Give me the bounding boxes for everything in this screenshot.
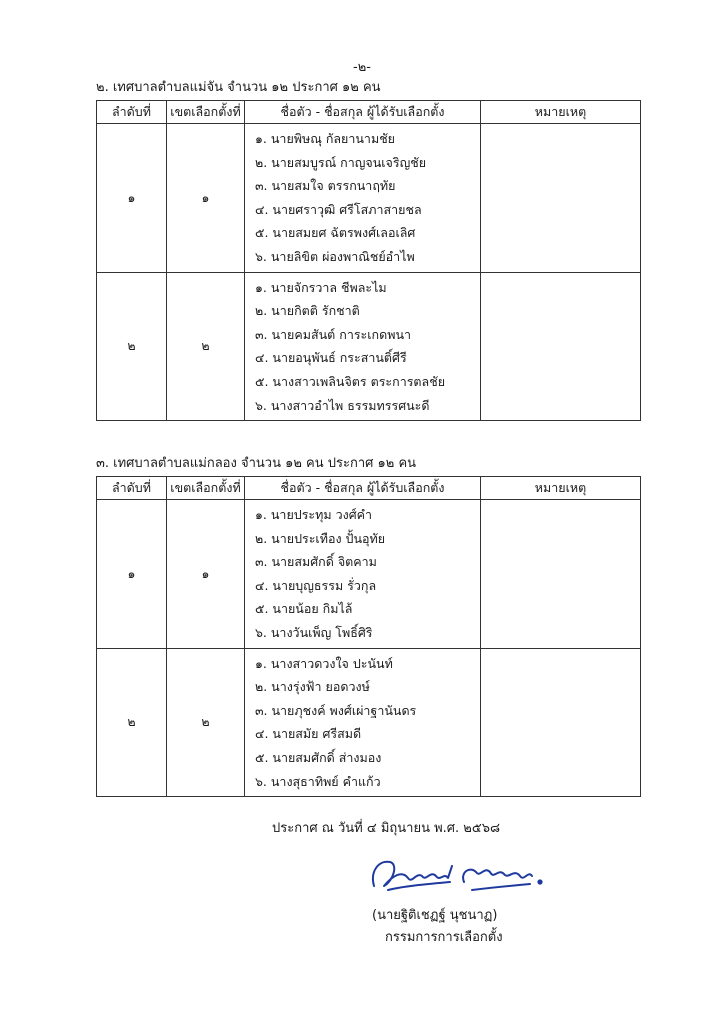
list-item: ๑. นายจักรวาล ชีพละไม xyxy=(255,279,387,295)
header-district: เขตเลือกตั้งที่ xyxy=(167,477,245,500)
rank-cell: ๑ xyxy=(97,500,167,649)
list-item: ๓. นายคมสันต์ การะเกดพนา xyxy=(255,326,412,342)
list-item: ๕. นายสมศักดิ์ ส่างมอง xyxy=(255,749,382,765)
names-cell xyxy=(245,648,481,797)
table-header-row xyxy=(97,101,641,124)
list-item: ๖. นางสุธาทิพย์ คำแก้ว xyxy=(255,773,381,789)
table-row xyxy=(97,124,641,273)
district-cell: ๑ xyxy=(167,124,245,273)
header-remark: หมายเหตุ xyxy=(481,101,641,124)
table-header-row xyxy=(97,477,641,500)
district-cell: ๑ xyxy=(167,500,245,649)
results-table xyxy=(96,476,641,797)
page-number: -๒- xyxy=(353,60,371,75)
section-maeklong xyxy=(96,454,640,797)
header-name: ชื่อตัว - ชื่อสกุล ผู้ได้รับเลือกตั้ง xyxy=(245,477,481,500)
header-district: เขตเลือกตั้งที่ xyxy=(167,101,245,124)
section-maejan xyxy=(96,78,640,421)
rank-cell: ๑ xyxy=(97,124,167,273)
list-item: ๔. นายสมัย ศรีสมดี xyxy=(255,726,362,742)
list-item: ๒. นายสมบูรณ์ กาญจนเจริญชัย xyxy=(255,154,427,170)
remark-cell xyxy=(481,500,641,649)
header-remark: หมายเหตุ xyxy=(481,477,641,500)
list-item: ๒. นางรุ่งฟ้า ยอดวงษ์ xyxy=(255,679,370,695)
list-item: ๔. นายอนุพันธ์ กระสานติ์ศีรี xyxy=(255,350,407,366)
results-table xyxy=(96,100,641,421)
district-cell: ๒ xyxy=(167,272,245,421)
section-title: ๒. เทศบาลตำบลแม่จัน จำนวน ๑๒ ประกาศ ๑๒ คน xyxy=(96,80,381,95)
list-item: ๑. นางสาวดวงใจ ปะนันท์ xyxy=(255,655,393,671)
rank-cell: ๒ xyxy=(97,272,167,421)
list-item: ๓. นายสมศักดิ์ จิตคาม xyxy=(255,554,377,570)
list-item: ๔. นายศราวุฒิ ศรีโสภาสายชล xyxy=(255,201,422,217)
list-item: ๕. นางสาวเพลินจิตร ตระการตลชัย xyxy=(255,373,446,389)
list-item: ๕. นายน้อย กิมไล้ xyxy=(255,601,353,617)
remark-cell xyxy=(481,124,641,273)
list-item: ๒. นายกิตติ รักชาติ xyxy=(255,303,360,319)
list-item: ๑. นายพิษณุ กัลยานามชัย xyxy=(255,131,396,146)
names-cell xyxy=(245,124,481,273)
list-item: ๖. นางสาวอำไพ ธรรมทรรศนะดี xyxy=(255,397,430,413)
section-title: ๓. เทศบาลตำบลแม่กลอง จำนวน ๑๒ คน ประกาศ ๑๒ คน xyxy=(96,456,417,471)
list-item: ๖. นายลิขิต ผ่องพาณิชย์อำไพ xyxy=(255,248,415,264)
header-rank: ลำดับที่ xyxy=(97,101,167,124)
table-row xyxy=(97,500,641,649)
district-cell: ๒ xyxy=(167,648,245,797)
names-cell xyxy=(245,500,481,649)
table-row xyxy=(97,648,641,797)
announcement-date: ประกาศ ณ วันที่ ๔ มิถุนายน พ.ศ. ๒๕๖๘ xyxy=(272,821,500,836)
signer-name: (นายฐิติเชฏฐ์ นุชนาฏ) xyxy=(372,908,498,923)
signer-title: กรรมการการเลือกตั้ง xyxy=(385,930,503,945)
remark-cell xyxy=(481,648,641,797)
list-item: ๕. นายสมยศ ฉัตรพงศ์เลอเลิศ xyxy=(255,225,416,241)
list-item: ๔. นายบุญธรรม รั่วกุล xyxy=(255,577,377,593)
remark-cell xyxy=(481,272,641,421)
list-item: ๓. นายภุชงค์ พงศ์เผ่าฐานันดร xyxy=(255,702,417,718)
list-item: ๑. นายประทุม วงศ์คำ xyxy=(255,507,373,522)
signature-image xyxy=(368,852,548,902)
header-rank: ลำดับที่ xyxy=(97,477,167,500)
names-cell xyxy=(245,272,481,421)
table-row xyxy=(97,272,641,421)
list-item: ๖. นางวันเพ็ญ โพธิ์ศิริ xyxy=(255,624,373,640)
rank-cell: ๒ xyxy=(97,648,167,797)
list-item: ๒. นายประเทือง ปั้นอุทัย xyxy=(255,530,386,546)
list-item: ๓. นายสมใจ ตรรกนาฤทัย xyxy=(255,178,396,194)
header-name: ชื่อตัว - ชื่อสกุล ผู้ได้รับเลือกตั้ง xyxy=(245,101,481,124)
